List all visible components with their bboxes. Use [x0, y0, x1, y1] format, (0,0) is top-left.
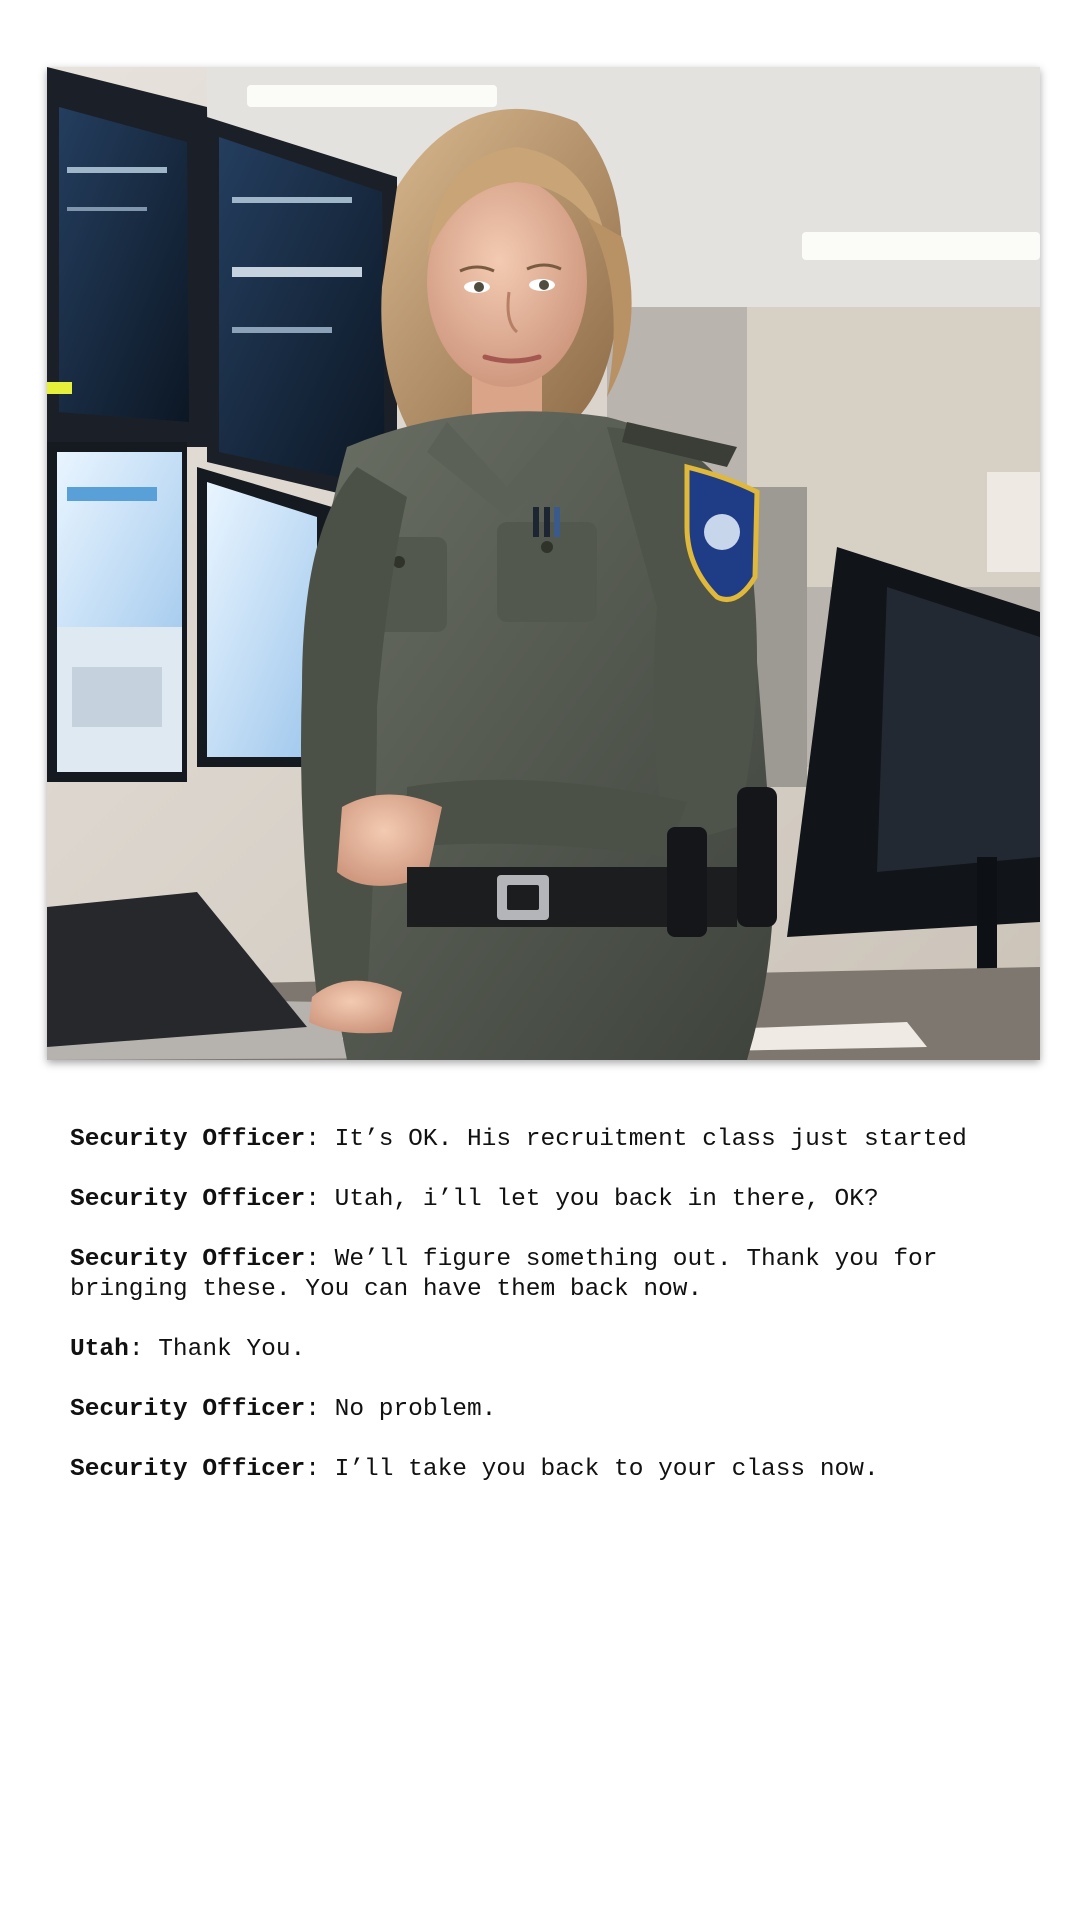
dialogue-text: It’s OK. His recruitment class just started	[319, 1126, 967, 1153]
dialogue-text: We’ll figure something out. Thank you for bringing these. You can have them back now.	[70, 1246, 938, 1303]
story-illustration	[47, 67, 1040, 1060]
dialogue-transcript	[70, 1125, 1030, 1515]
dialogue-line	[70, 1335, 1030, 1365]
speaker-separator: :	[305, 1456, 320, 1483]
dialogue-line	[70, 1185, 1030, 1215]
speaker-separator: :	[305, 1246, 320, 1273]
speaker-separator: :	[305, 1186, 320, 1213]
speaker-name: Security Officer	[70, 1186, 306, 1213]
speaker-separator: :	[305, 1396, 320, 1423]
dialogue-line	[70, 1455, 1030, 1485]
speaker-name: Security Officer	[70, 1126, 306, 1153]
speaker-name: Security Officer	[70, 1246, 306, 1273]
speaker-separator: :	[128, 1336, 144, 1363]
dialogue-line	[70, 1245, 1030, 1305]
dialogue-line	[70, 1125, 1030, 1155]
dialogue-text: Thank You.	[143, 1336, 306, 1363]
dialogue-text: Utah, i’ll let you back in there, OK?	[319, 1186, 879, 1213]
speaker-name: Security Officer	[70, 1456, 306, 1483]
dialogue-text: No problem.	[319, 1396, 497, 1423]
security-officer-illustration	[47, 67, 1040, 1060]
speaker-name: Utah	[70, 1336, 129, 1363]
speaker-separator: :	[305, 1126, 320, 1153]
speaker-name: Security Officer	[70, 1396, 306, 1423]
dialogue-line	[70, 1395, 1030, 1425]
dialogue-text: I’ll take you back to your class now.	[319, 1456, 879, 1483]
